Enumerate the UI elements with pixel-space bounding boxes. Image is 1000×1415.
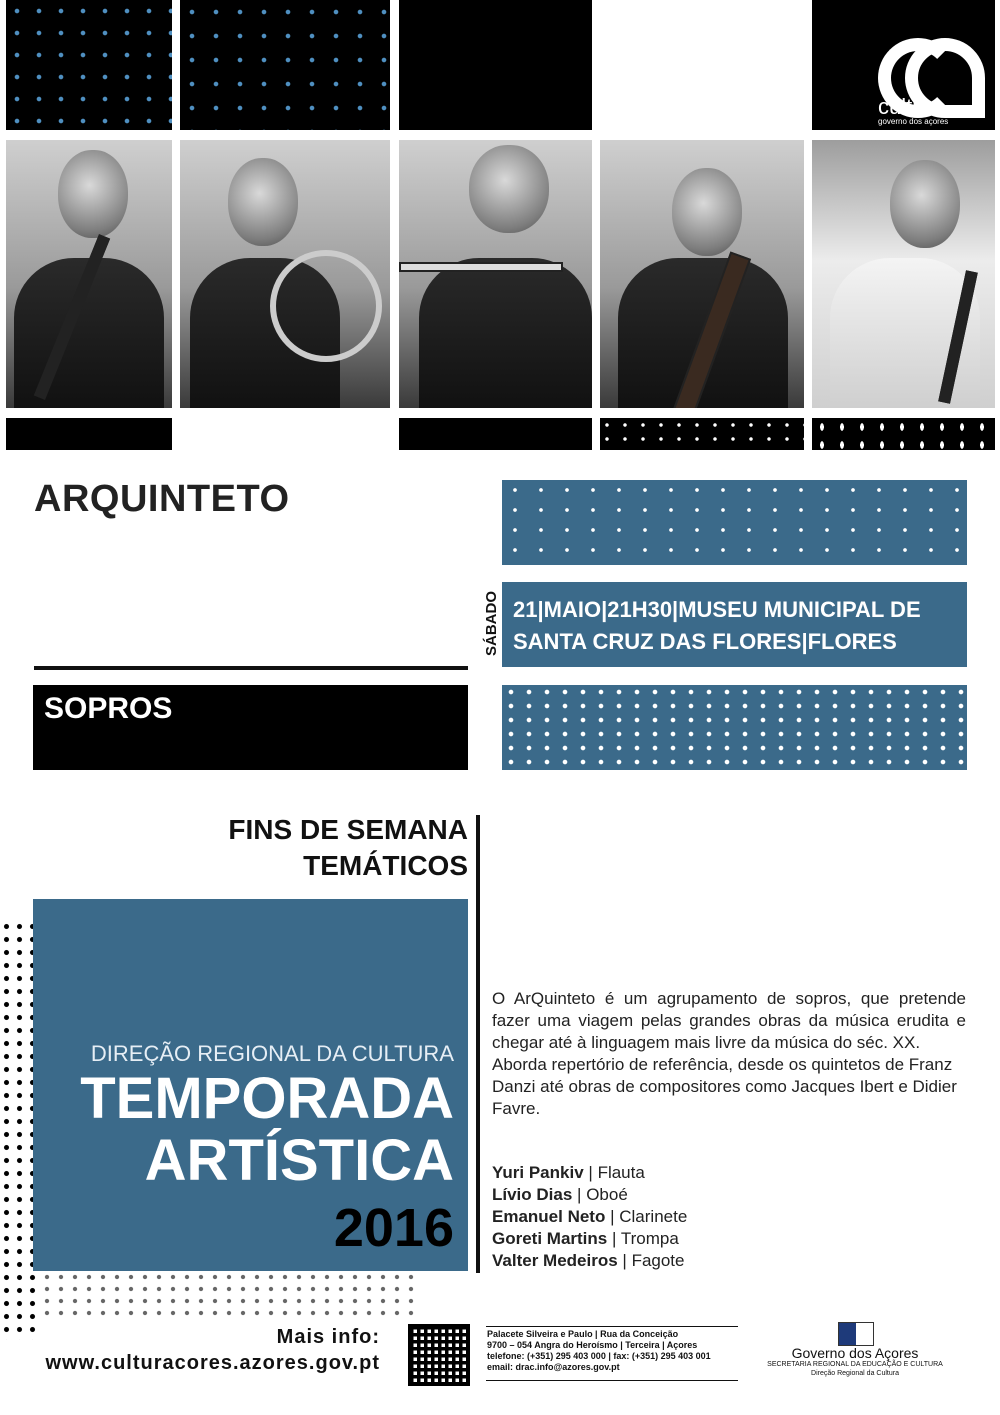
logo-brand: cultura bbox=[878, 94, 945, 119]
series-title bbox=[150, 812, 468, 884]
gov-directorate: Direção Regional da Cultura bbox=[811, 1370, 899, 1377]
address-line-3: telefone: (+351) 295 403 000 | fax: (+351) 295 403 001 bbox=[487, 1351, 711, 1361]
series-line-2: TEMÁTICOS bbox=[303, 850, 468, 881]
flute-icon bbox=[399, 262, 563, 272]
qr-code-icon[interactable] bbox=[408, 1324, 470, 1386]
season-year: 2016 bbox=[333, 1198, 454, 1258]
musicians-list bbox=[492, 1162, 687, 1272]
musician-row bbox=[492, 1228, 687, 1250]
logo-subtitle: governo dos açores bbox=[878, 117, 949, 126]
musician-row bbox=[492, 1162, 687, 1184]
musician-name: Lívio Dias bbox=[492, 1185, 573, 1204]
series-line-1: FINS DE SEMANA bbox=[228, 814, 468, 845]
photo-performer-1 bbox=[6, 140, 172, 408]
season-line-2: ARTÍSTICA bbox=[144, 1128, 454, 1193]
horn-icon bbox=[270, 250, 382, 362]
photo-performer-2 bbox=[180, 140, 390, 408]
photo-performer-4 bbox=[600, 140, 804, 408]
musician-name: Valter Medeiros bbox=[492, 1251, 618, 1270]
decor-tile-1 bbox=[6, 0, 172, 130]
event-title: ARQUINTETO bbox=[34, 478, 290, 520]
description bbox=[492, 988, 966, 1120]
musician-row bbox=[492, 1206, 687, 1228]
address-line-2: 9700 – 054 Angra do Heroísmo | Terceira | Açores bbox=[487, 1340, 698, 1350]
separator: | bbox=[611, 1229, 617, 1248]
address-rule-top bbox=[486, 1326, 738, 1327]
musician-row bbox=[492, 1250, 687, 1272]
gov-name: Governo dos Açores bbox=[791, 1345, 919, 1361]
decor-blue-top bbox=[502, 480, 967, 565]
decor-tile-3 bbox=[399, 0, 592, 130]
day-text: SÁBADO bbox=[483, 590, 500, 656]
address-rule-bottom bbox=[486, 1380, 738, 1381]
address-block bbox=[487, 1329, 747, 1373]
separator: | bbox=[588, 1163, 593, 1182]
musician-role: Fagote bbox=[631, 1251, 685, 1270]
category-label: SOPROS bbox=[44, 692, 173, 725]
event-details: 21|MAIO|21H30|MUSEU MUNICIPAL DE SANTA CRUZ DAS FLORES|FLORES bbox=[513, 597, 921, 654]
season-title bbox=[40, 1068, 454, 1192]
musician-name: Yuri Pankiv bbox=[492, 1163, 584, 1182]
decor-blue-bottom bbox=[502, 685, 967, 770]
decor-halftone-bottom bbox=[40, 1271, 420, 1321]
azores-flag-icon bbox=[838, 1322, 874, 1346]
musician-role: Oboé bbox=[586, 1185, 628, 1204]
musician-name: Goreti Martins bbox=[492, 1229, 608, 1248]
musician-row bbox=[492, 1184, 687, 1206]
photo-performer-3 bbox=[399, 140, 592, 408]
gov-secretariat: SECRETARIA REGIONAL DA EDUCAÇÃO E CULTURA bbox=[767, 1361, 943, 1368]
musician-role: Flauta bbox=[597, 1163, 645, 1182]
musician-role: Trompa bbox=[620, 1229, 679, 1248]
strip-2 bbox=[399, 418, 592, 450]
description-p2: Aborda repertório de referência, desde os quintetos de Franz Danzi até obras de compositores como Jacques Ibert e Didier Favre. bbox=[492, 1055, 957, 1118]
season-org: DIREÇÃO REGIONAL DA CULTURA bbox=[90, 1041, 454, 1066]
strip-3 bbox=[600, 418, 804, 450]
description-p1: O ArQuinteto é um agrupamento de sopros, que pretende fazer uma viagem pelas grandes obras da música erudita e chegar até à linguagem mais livre da música do séc. XX. bbox=[492, 989, 966, 1052]
address-line-4[interactable]: email: drac.info@azores.gov.pt bbox=[487, 1362, 620, 1372]
website-link[interactable]: www.culturacores.azores.gov.pt bbox=[45, 1352, 380, 1374]
separator: | bbox=[622, 1251, 627, 1270]
address-line-1: Palacete Silveira e Paulo | Rua da Conceição bbox=[487, 1329, 679, 1339]
strip-1 bbox=[6, 418, 172, 450]
divider-line bbox=[34, 666, 468, 670]
musician-role: Clarinete bbox=[619, 1207, 688, 1226]
photo-performer-5 bbox=[812, 140, 995, 408]
musician-name: Emanuel Neto bbox=[492, 1207, 606, 1226]
season-line-1: TEMPORADA bbox=[80, 1066, 454, 1131]
decor-tile-2 bbox=[180, 0, 390, 130]
more-info-label: Mais info: bbox=[276, 1326, 380, 1348]
separator: | bbox=[610, 1207, 615, 1226]
separator: | bbox=[577, 1185, 582, 1204]
strip-4 bbox=[812, 418, 995, 450]
vertical-divider bbox=[476, 815, 480, 1273]
